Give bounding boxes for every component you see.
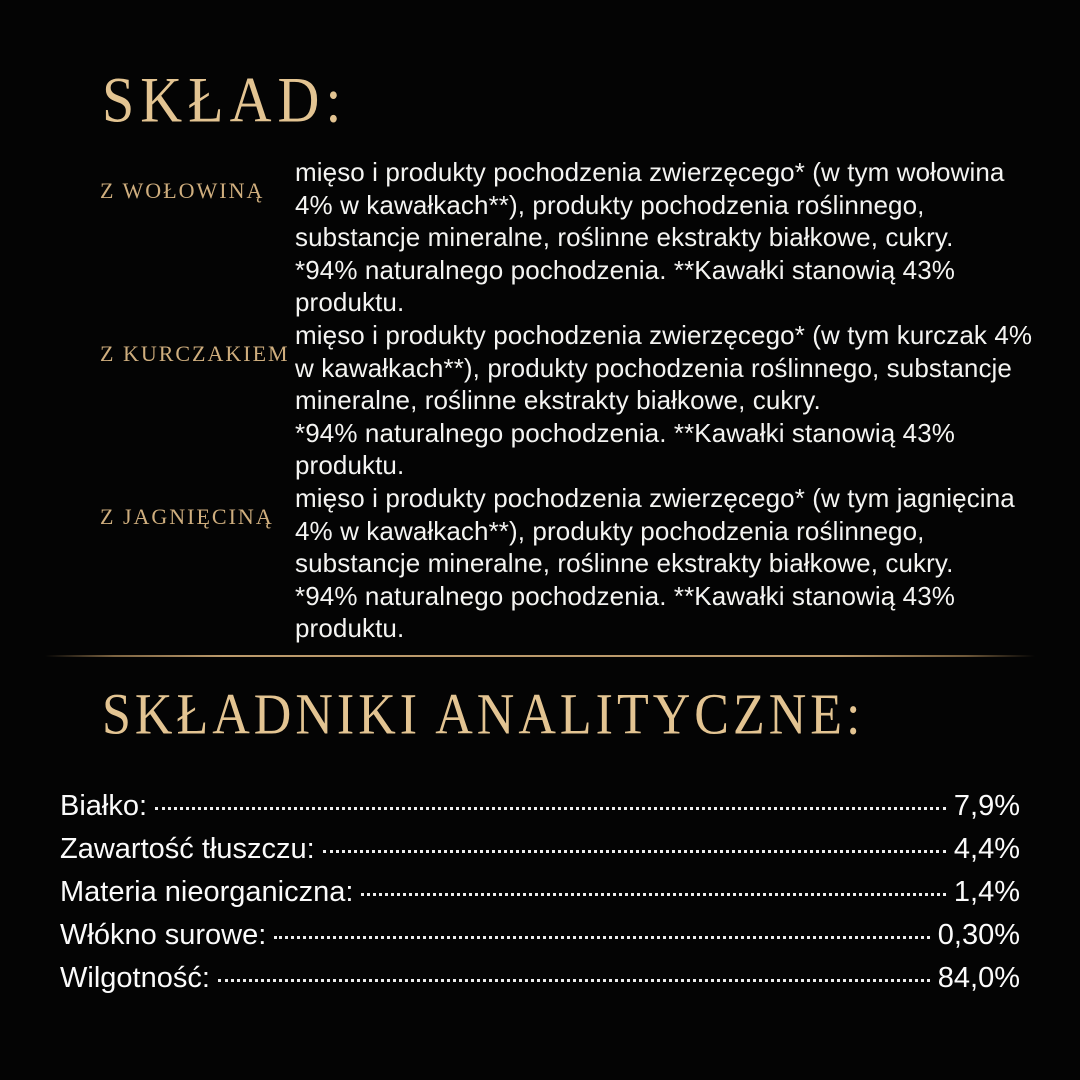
footnote-text: *94% naturalnego pochodzenia. **Kawałki stanowią 43% produktu.: [295, 254, 955, 317]
variant-label-chicken: Z KURCZAKIEM: [100, 341, 290, 366]
ingredients-text: mięso i produkty pochodzenia zwierzęcego* (w tym kurczak 4% w kawałkach**), produkty pochodzenia roślinnego, substancje mineralne, roślinne ekstrakty białkowe, cukry.: [295, 320, 1033, 415]
analytical-table: [60, 790, 1020, 1005]
nutrient-value: 4,4%: [953, 833, 1020, 865]
nutrient-label: Białko:: [60, 790, 148, 822]
nutrient-value: 84,0%: [937, 962, 1020, 994]
nutrient-label: Włókno surowe:: [60, 919, 267, 951]
nutrient-value: 1,4%: [953, 876, 1020, 908]
leader-dots: [274, 936, 929, 939]
ingredients-text: mięso i produkty pochodzenia zwierzęcego* (w tym wołowina 4% w kawałkach**), produkty pochodzenia roślinnego, substancje mineralne, roślinne ekstrakty białkowe, cukry.: [295, 157, 1005, 252]
ingredients-block-lamb: [295, 482, 1043, 645]
leader-dots: [155, 807, 946, 810]
ingredients-text: mięso i produkty pochodzenia zwierzęcego* (w tym jagnięcina 4% w kawałkach**), produkty pochodzenia roślinnego, substancje mineralne, roślinne ekstrakty białkowe, cukry.: [295, 483, 1015, 578]
nutrient-row-fat: [60, 833, 1020, 876]
leader-dots: [218, 979, 930, 982]
ingredients-block-chicken: [295, 319, 1043, 482]
nutrient-value: 7,9%: [953, 790, 1020, 822]
composition-title: SKŁAD:: [102, 63, 348, 136]
nutrient-value: 0,30%: [937, 919, 1020, 951]
composition-entries: [0, 156, 1080, 645]
nutrient-row-moisture: [60, 962, 1020, 1005]
nutrient-row-protein: [60, 790, 1020, 833]
nutrient-label: Zawartość tłuszczu:: [60, 833, 315, 865]
nutrient-label: Wilgotność:: [60, 962, 210, 994]
nutrient-label: Materia nieorganiczna:: [60, 876, 354, 908]
leader-dots: [323, 850, 946, 853]
nutrient-row-crude-fibre: [60, 919, 1020, 962]
ingredients-block-beef: [295, 156, 1043, 319]
section-divider: [45, 655, 1035, 657]
variant-label-lamb: Z JAGNIĘCINĄ: [100, 504, 274, 529]
composition-entry-beef: [0, 156, 1080, 319]
composition-entry-chicken: [0, 319, 1080, 482]
composition-entry-lamb: [0, 482, 1080, 645]
leader-dots: [361, 893, 946, 896]
footnote-text: *94% naturalnego pochodzenia. **Kawałki stanowią 43% produktu.: [295, 417, 955, 480]
analytical-title: SKŁADNIKI ANALITYCZNE:: [102, 683, 865, 747]
footnote-text: *94% naturalnego pochodzenia. **Kawałki stanowią 43% produktu.: [295, 580, 955, 643]
variant-label-beef: Z WOŁOWINĄ: [100, 178, 265, 203]
nutrient-row-inorganic-matter: [60, 876, 1020, 919]
